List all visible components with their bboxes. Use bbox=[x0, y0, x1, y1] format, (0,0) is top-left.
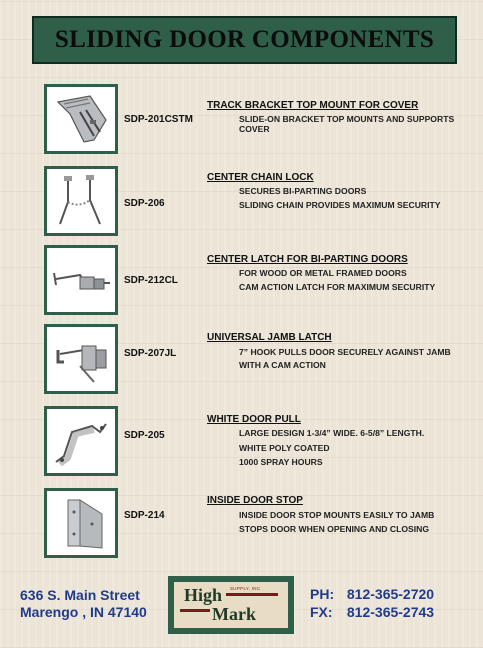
product-thumbnail bbox=[44, 488, 118, 558]
product-title: WHITE DOOR PULL bbox=[207, 414, 301, 425]
company-logo bbox=[168, 576, 294, 634]
center-latch-icon bbox=[50, 251, 112, 309]
product-sku: SDP-201CSTM bbox=[124, 114, 193, 125]
product-sku: SDP-206 bbox=[124, 198, 165, 209]
product-thumbnail bbox=[44, 245, 118, 315]
phone-number: 812-365-2720 bbox=[346, 586, 435, 602]
logo-text-small: SUPPLY, INC bbox=[230, 586, 261, 591]
product-description: WITH A CAM ACTION bbox=[239, 360, 326, 370]
product-description: INSIDE DOOR STOP MOUNTS EASILY TO JAMB bbox=[239, 510, 435, 520]
address-block bbox=[20, 587, 147, 621]
door-stop-icon bbox=[50, 494, 112, 552]
product-description: SLIDE-ON BRACKET TOP MOUNTS AND SUPPORTS COVER bbox=[239, 114, 455, 134]
logo-text-bottom: Mark bbox=[212, 604, 256, 624]
product-row bbox=[0, 324, 483, 398]
page-title: SLIDING DOOR COMPONENTS bbox=[54, 26, 435, 53]
phone-label: PH: bbox=[310, 586, 335, 602]
product-title: TRACK BRACKET TOP MOUNT FOR COVER bbox=[207, 100, 419, 111]
product-row bbox=[0, 166, 483, 240]
product-row bbox=[0, 245, 483, 319]
product-description: STOPS DOOR WHEN OPENING AND CLOSING bbox=[239, 524, 430, 534]
door-pull-icon bbox=[50, 412, 112, 470]
product-row bbox=[0, 488, 483, 562]
product-thumbnail bbox=[44, 84, 118, 154]
street-address: 636 S. Main Street bbox=[20, 587, 140, 603]
product-title: CENTER CHAIN LOCK bbox=[207, 172, 314, 183]
logo-text-top: High bbox=[184, 585, 223, 605]
jamb-latch-icon bbox=[50, 330, 112, 388]
product-description: 1000 SPRAY HOURS bbox=[239, 457, 323, 467]
product-row bbox=[0, 84, 483, 158]
title-banner bbox=[32, 16, 457, 64]
chain-lock-icon bbox=[50, 172, 112, 230]
product-thumbnail bbox=[44, 324, 118, 394]
product-description: 7” HOOK PULLS DOOR SECURELY AGAINST JAMB bbox=[239, 347, 451, 357]
product-title: INSIDE DOOR STOP bbox=[207, 495, 303, 506]
product-description: WHITE POLY COATED bbox=[239, 443, 330, 453]
product-description: SLIDING CHAIN PROVIDES MAXIMUM SECURITY bbox=[239, 200, 441, 210]
product-description: FOR WOOD OR METAL FRAMED DOORS bbox=[239, 268, 407, 278]
product-title: CENTER LATCH FOR BI-PARTING DOORS bbox=[207, 254, 408, 265]
product-sku: SDP-205 bbox=[124, 430, 165, 441]
track-bracket-icon bbox=[50, 90, 112, 148]
fax-label: FX: bbox=[310, 604, 333, 620]
product-description: LARGE DESIGN 1-3/4” WIDE. 6-5/8” LENGTH. bbox=[239, 428, 425, 438]
product-thumbnail bbox=[44, 166, 118, 236]
product-thumbnail bbox=[44, 406, 118, 476]
product-row bbox=[0, 406, 483, 480]
product-title: UNIVERSAL JAMB LATCH bbox=[207, 332, 332, 343]
product-sku: SDP-207JL bbox=[124, 348, 177, 359]
product-sku: SDP-214 bbox=[124, 510, 165, 521]
product-description: CAM ACTION LATCH FOR MAXIMUM SECURITY bbox=[239, 282, 436, 292]
city-state-zip: Marengo , IN 47140 bbox=[20, 604, 147, 620]
fax-number: 812-365-2743 bbox=[346, 604, 435, 620]
product-sku: SDP-212CL bbox=[124, 275, 178, 286]
product-description: SECURES BI-PARTING DOORS bbox=[239, 186, 367, 196]
contact-block bbox=[310, 585, 434, 621]
